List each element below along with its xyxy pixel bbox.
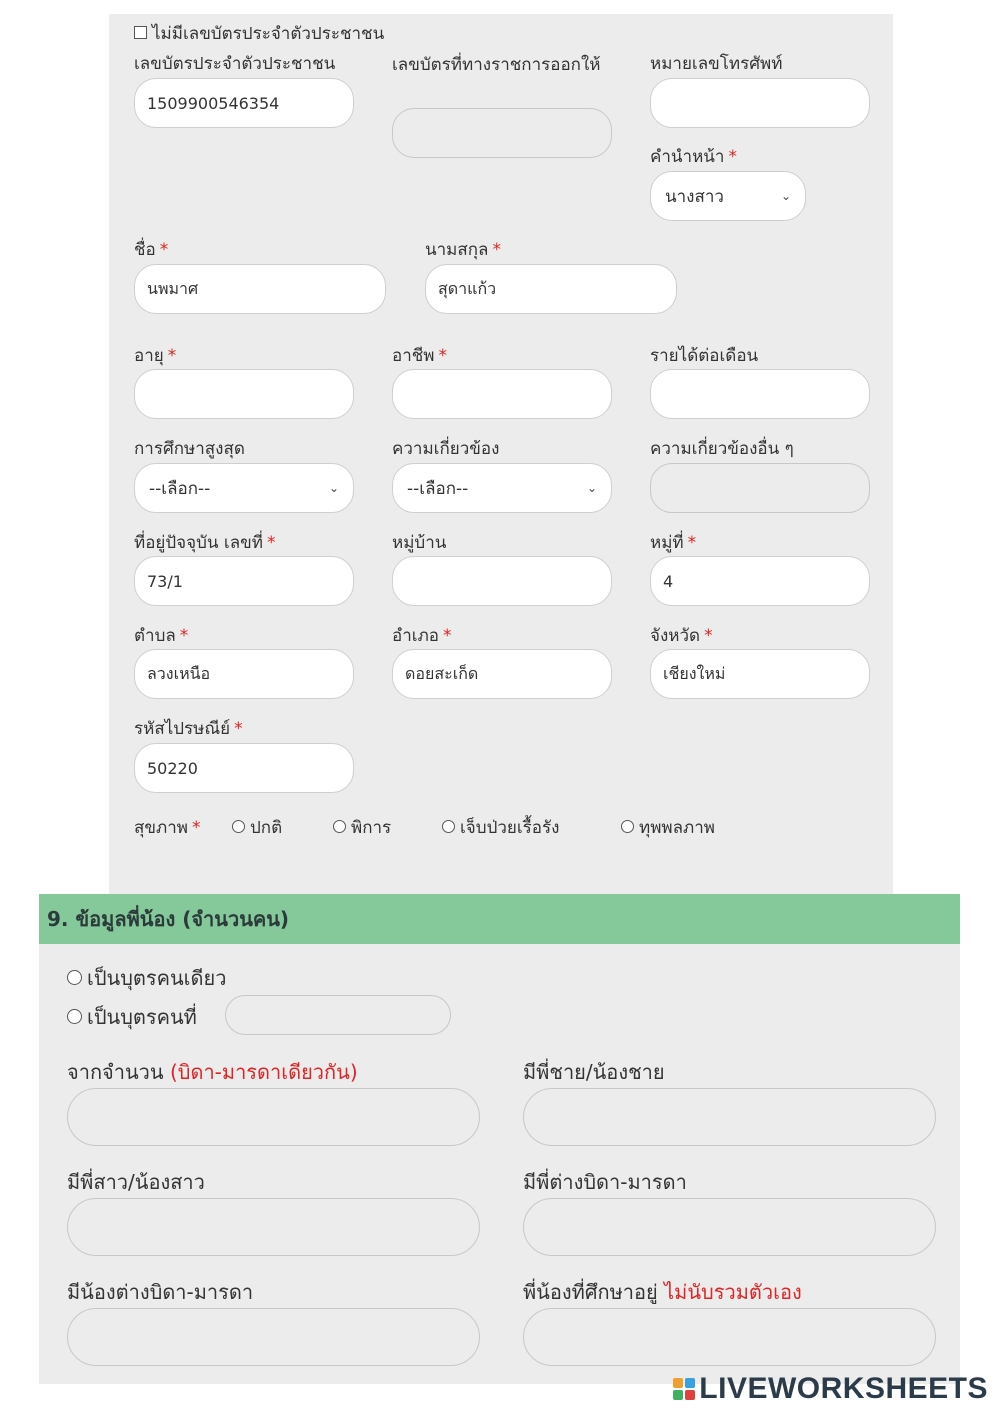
education-select-value: --เลือก-- bbox=[149, 478, 211, 499]
gov-id-label: เลขบัตรที่ทางราชการออกให้ bbox=[392, 55, 601, 75]
prefix-label: คำนำหน้า * bbox=[650, 147, 737, 167]
studying-label: พี่น้องที่ศึกษาอยู่ ไม่นับรวมตัวเอง bbox=[523, 1280, 802, 1304]
brothers-input[interactable] bbox=[523, 1088, 936, 1146]
id-card-input[interactable] bbox=[134, 78, 354, 128]
education-select[interactable] bbox=[134, 463, 354, 513]
no-id-checkbox-row[interactable] bbox=[134, 20, 384, 47]
radio-icon[interactable] bbox=[442, 820, 455, 833]
last-name-label: นามสกุล * bbox=[425, 240, 501, 260]
chevron-down-icon: ⌄ bbox=[328, 481, 339, 495]
first-name-input[interactable] bbox=[134, 264, 386, 314]
relation-other-label: ความเกี่ยวข้องอื่น ๆ bbox=[650, 439, 794, 459]
chevron-down-icon: ⌄ bbox=[780, 189, 791, 203]
no-id-checkbox-label: ไม่มีเลขบัตรประจำตัวประชาชน bbox=[152, 24, 385, 44]
health-option-chronic[interactable]: เจ็บป่วยเรื้อรัง bbox=[442, 814, 559, 841]
phone-input[interactable] bbox=[650, 78, 870, 128]
postcode-input[interactable] bbox=[134, 743, 354, 793]
age-label: อายุ * bbox=[134, 346, 177, 366]
radio-icon[interactable] bbox=[67, 1009, 82, 1024]
older-diff-parents-label: มีพี่ต่างบิดา-มารดา bbox=[523, 1170, 687, 1194]
province-label: จังหวัด * bbox=[650, 626, 713, 646]
prefix-select[interactable] bbox=[650, 171, 806, 221]
younger-diff-parents-label: มีน้องต่างบิดา-มารดา bbox=[67, 1280, 254, 1304]
id-card-label: เลขบัตรประจำตัวประชาชน bbox=[134, 54, 336, 74]
age-input[interactable] bbox=[134, 369, 354, 419]
no-id-checkbox[interactable] bbox=[134, 26, 147, 39]
phone-label: หมายเลขโทรศัพท์ bbox=[650, 54, 783, 74]
liveworksheets-logo: LIVEWORKSHEETS bbox=[673, 1372, 988, 1406]
younger-diff-parents-input[interactable] bbox=[67, 1308, 480, 1366]
radio-icon[interactable] bbox=[67, 970, 82, 985]
relation-other-input[interactable] bbox=[650, 463, 870, 513]
prefix-select-value: นางสาว bbox=[665, 186, 724, 207]
moo-label: หมู่ที่ * bbox=[650, 533, 697, 553]
income-input[interactable] bbox=[650, 369, 870, 419]
province-input[interactable] bbox=[650, 649, 870, 699]
address-no-label: ที่อยู่ปัจจุบัน เลขที่ * bbox=[134, 533, 276, 553]
occupation-label: อาชีพ * bbox=[392, 346, 447, 366]
health-label: สุขภาพ * bbox=[134, 818, 201, 838]
health-option-disabled[interactable]: พิการ bbox=[333, 814, 391, 841]
from-total-label: จากจำนวน (บิดา-มารดาเดียวกัน) bbox=[67, 1060, 358, 1084]
moo-input[interactable] bbox=[650, 556, 870, 606]
relation-select-value: --เลือก-- bbox=[407, 478, 469, 499]
child-number-input[interactable] bbox=[225, 995, 451, 1035]
from-total-input[interactable] bbox=[67, 1088, 480, 1146]
gov-id-input[interactable] bbox=[392, 108, 612, 158]
older-diff-parents-input[interactable] bbox=[523, 1198, 936, 1256]
district-input[interactable] bbox=[392, 649, 612, 699]
income-label: รายได้ต่อเดือน bbox=[650, 346, 759, 366]
village-input[interactable] bbox=[392, 556, 612, 606]
studying-input[interactable] bbox=[523, 1308, 936, 1366]
health-option-normal[interactable]: ปกติ bbox=[232, 814, 282, 841]
subdistrict-label: ตำบล * bbox=[134, 626, 189, 646]
only-child-option[interactable]: เป็นบุตรคนเดียว bbox=[67, 962, 226, 994]
radio-icon[interactable] bbox=[333, 820, 346, 833]
child-number-option[interactable]: เป็นบุตรคนที่ bbox=[67, 1001, 197, 1033]
first-name-label: ชื่อ * bbox=[134, 240, 169, 260]
health-option-incapacitated[interactable]: ทุพพลภาพ bbox=[621, 814, 715, 841]
brothers-label: มีพี่ชาย/น้องชาย bbox=[523, 1060, 665, 1084]
radio-icon[interactable] bbox=[621, 820, 634, 833]
logo-grid-icon bbox=[673, 1378, 695, 1400]
radio-icon[interactable] bbox=[232, 820, 245, 833]
relation-label: ความเกี่ยวข้อง bbox=[392, 439, 500, 459]
sisters-label: มีพี่สาว/น้องสาว bbox=[67, 1170, 205, 1194]
postcode-label: รหัสไปรษณีย์ * bbox=[134, 719, 243, 739]
occupation-input[interactable] bbox=[392, 369, 612, 419]
sisters-input[interactable] bbox=[67, 1198, 480, 1256]
education-label: การศึกษาสูงสุด bbox=[134, 439, 245, 459]
last-name-input[interactable] bbox=[425, 264, 677, 314]
siblings-section-header: 9. ข้อมูลพี่น้อง (จำนวนคน) bbox=[39, 894, 960, 944]
address-no-input[interactable] bbox=[134, 556, 354, 606]
relation-select[interactable] bbox=[392, 463, 612, 513]
chevron-down-icon: ⌄ bbox=[586, 481, 597, 495]
district-label: อำเภอ * bbox=[392, 626, 452, 646]
subdistrict-input[interactable] bbox=[134, 649, 354, 699]
village-label: หมู่บ้าน bbox=[392, 533, 447, 553]
